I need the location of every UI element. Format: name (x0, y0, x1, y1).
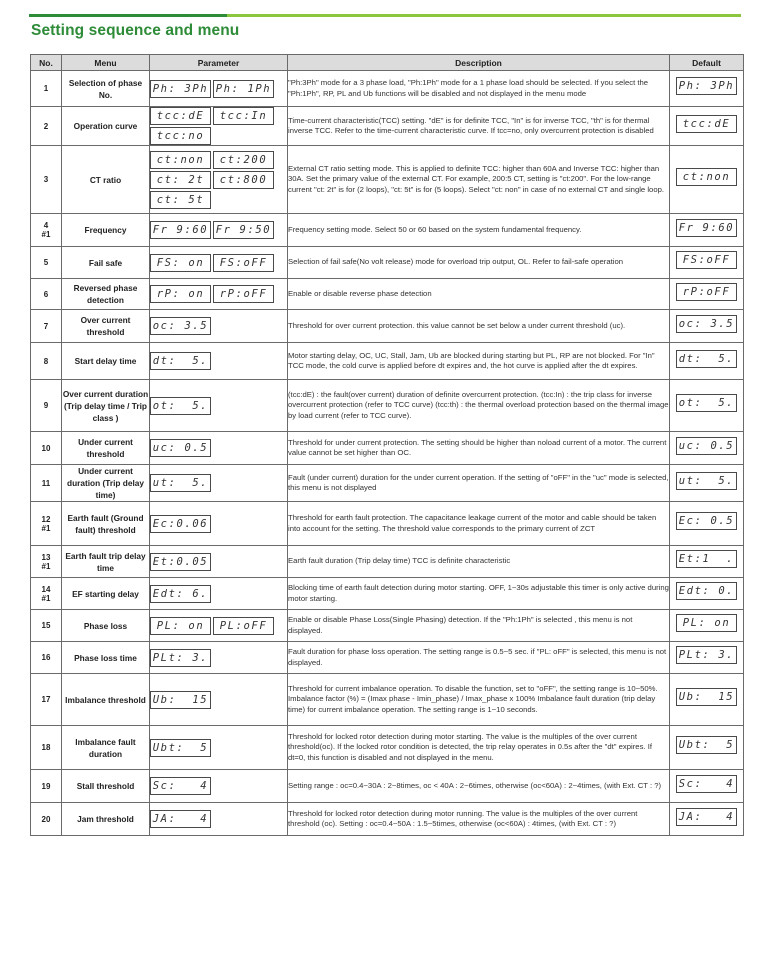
menu-name: Stall threshold (62, 770, 150, 803)
table-header-row (31, 55, 744, 71)
row-number-value: 12 (41, 514, 51, 524)
lcd-display: ct: 2t (150, 171, 211, 189)
description-text: Time-current characteristic(TCC) setting. "dE" is for definite TCC, "In" is for inverse TCC, "th" is for thermal inverse TCC. Refer to the time-current characteristic curve. If tcc=no, only overcurrent protection is disabled (288, 107, 670, 146)
table-row (31, 674, 744, 726)
menu-name: Over current duration (Trip delay time / Trip class ) (62, 380, 150, 432)
default-cell (670, 578, 744, 610)
table-row (31, 380, 744, 432)
row-number (31, 310, 62, 343)
lcd-display: tcc:In (213, 107, 274, 125)
description-text: External CT ratio setting mode. This is applied to definite TCC: higher than 60A and Inverse TCC: higher than 30A. Set the primary value of the external CT. For example, 200:5 CT, setting is "ct:200". For the low-range current "ct: 2t" is for (2 loops), "ct: 5t" is for (5 loops). Select "ct: non" in case of no external CT and single loop. (288, 146, 670, 214)
row-number-value: 4 (43, 221, 49, 230)
description-text: Setting range : oc=0.4~30A : 2~8times, oc < 40A : 2~6times, otherwise (oc<60A) : 2~4times, (with Ext. CT : ?) (288, 770, 670, 803)
table-row (31, 107, 744, 146)
row-number (31, 803, 62, 836)
default-lcd-display: Sc: 4 (676, 775, 737, 793)
parameter-cell (150, 465, 288, 502)
row-number-value: 10 (41, 443, 51, 453)
default-cell (670, 310, 744, 343)
description-text: Blocking time of earth fault detection during motor starting. OFF, 1~30s adjustable this timer is only active during motor starting. (288, 578, 670, 610)
row-footnote-mark: #1 (41, 523, 51, 533)
default-lcd-display: Edt: 0. (676, 582, 737, 600)
menu-name: Under current threshold (62, 432, 150, 465)
lcd-group (150, 649, 287, 667)
description-text: Fault (under current) duration for the under current operation. If the setting of "oFF" in the "uc" mode is selected, this menu is not displayed (288, 465, 670, 502)
row-number (31, 279, 62, 310)
row-footnote-mark: #1 (41, 593, 51, 603)
row-number-value: 20 (41, 814, 51, 824)
default-cell (670, 380, 744, 432)
row-number-value: 7 (43, 321, 49, 331)
default-cell (670, 502, 744, 546)
parameter-cell (150, 502, 288, 546)
lcd-group (150, 254, 287, 272)
lcd-group (150, 810, 287, 828)
parameter-cell (150, 610, 288, 642)
row-number-value: 15 (41, 621, 51, 630)
row-number (31, 107, 62, 146)
menu-name: Phase loss (62, 610, 150, 642)
lcd-group (150, 777, 287, 795)
default-lcd-display: tcc:dE (676, 115, 737, 133)
lcd-display: ct: 5t (150, 191, 211, 209)
lcd-group (150, 739, 287, 757)
lcd-display: Et:0.05 (150, 553, 211, 571)
parameter-cell (150, 247, 288, 279)
description-text: Threshold for current imbalance operation. To disable the function, set to "oFF", the setting range is 10~50%. Imbalance factor (%) = (Imax phase - Imin_phase) / Imax_phase x 100% Imbalance fault duration (trip delay time) for current imbalance operation. The setting range is 1~10 seconds. (288, 674, 670, 726)
lcd-group (150, 352, 287, 370)
row-number (31, 146, 62, 214)
default-cell (670, 214, 744, 247)
lcd-group (150, 285, 287, 303)
lcd-group (150, 107, 287, 145)
lcd-group (150, 691, 287, 709)
lcd-display: JA: 4 (150, 810, 211, 828)
parameter-cell (150, 310, 288, 343)
default-cell (670, 726, 744, 770)
default-cell (670, 146, 744, 214)
row-number-value: 5 (43, 258, 49, 267)
parameter-cell (150, 432, 288, 465)
default-cell (670, 642, 744, 674)
description-text: Frequency setting mode. Select 50 or 60 based on the system fundamental frequency. (288, 214, 670, 247)
table-row (31, 578, 744, 610)
lcd-display: uc: 0.5 (150, 439, 211, 457)
lcd-group (150, 397, 287, 415)
description-text: "Ph:3Ph" mode for a 3 phase load, "Ph:1Ph" mode for a 1 phase load should be selected. If you select the "Ph:1Ph", RP, PL and Ub functions will be disabled and not displayed in the menu mode (288, 71, 670, 107)
row-number-value: 14 (41, 584, 51, 594)
parameter-cell (150, 107, 288, 146)
lcd-display: ct:200 (213, 151, 274, 169)
table-row (31, 803, 744, 836)
default-lcd-display: Ub: 15 (676, 688, 737, 706)
lcd-display: tcc:no (150, 127, 211, 145)
default-lcd-display: PLt: 3. (676, 646, 737, 664)
menu-name: Imbalance threshold (62, 674, 150, 726)
table-row (31, 465, 744, 502)
default-lcd-display: Fr 9:60 (676, 219, 737, 237)
parameter-cell (150, 726, 288, 770)
default-cell (670, 674, 744, 726)
row-number-value: 6 (43, 289, 49, 299)
menu-name: EF starting delay (62, 578, 150, 610)
description-text: Selection of fail safe(No volt release) mode for overload trip output, OL. Refer to fail-safe operation (288, 247, 670, 279)
lcd-display: ot: 5. (150, 397, 211, 415)
default-cell (670, 770, 744, 803)
parameter-cell (150, 642, 288, 674)
row-number (31, 343, 62, 380)
description-text: Enable or disable Phase Loss(Single Phasing) detection. If the "Ph:1Ph" is selected , this menu is not displayed. (288, 610, 670, 642)
default-cell (670, 71, 744, 107)
menu-name: Fail safe (62, 247, 150, 279)
parameter-cell (150, 214, 288, 247)
lcd-group (150, 80, 287, 98)
parameter-cell (150, 770, 288, 803)
default-cell (670, 107, 744, 146)
row-number (31, 71, 62, 107)
default-cell (670, 546, 744, 578)
parameter-cell (150, 803, 288, 836)
menu-name: CT ratio (62, 146, 150, 214)
row-number (31, 642, 62, 674)
default-cell (670, 465, 744, 502)
description-text: Motor starting delay, OC, UC, Stall, Jam, Ub are blocked during starting but PL, RP are not blocked. For "In" TCC mode, the cold curve is applied before dt expires and, the hot curve is applied after the dt expires. (288, 343, 670, 380)
row-number (31, 247, 62, 279)
table-row (31, 642, 744, 674)
table-row (31, 546, 744, 578)
row-number (31, 610, 62, 642)
lcd-display: ct:non (150, 151, 211, 169)
row-number-value: 2 (43, 121, 49, 131)
default-cell (670, 343, 744, 380)
row-number-value: 17 (41, 695, 51, 704)
parameter-cell (150, 546, 288, 578)
description-text: Threshold for over current protection. this value cannot be set below a under current threshold (uc). (288, 310, 670, 343)
lcd-group (150, 439, 287, 457)
lcd-group (150, 151, 287, 209)
table-row (31, 279, 744, 310)
row-number-value: 11 (41, 478, 51, 488)
row-number (31, 502, 62, 546)
lcd-display: Ubt: 5 (150, 739, 211, 757)
lcd-display: Edt: 6. (150, 585, 211, 603)
lcd-group (150, 553, 287, 571)
default-lcd-display: JA: 4 (676, 808, 737, 826)
lcd-display: Fr 9:60 (150, 221, 211, 239)
row-number (31, 432, 62, 465)
header-no: No. (31, 55, 62, 71)
title-rule-accent (29, 14, 227, 17)
row-number (31, 674, 62, 726)
parameter-cell (150, 578, 288, 610)
row-number-value: 8 (43, 356, 49, 366)
table-row (31, 432, 744, 465)
lcd-group (150, 221, 287, 239)
description-text: Threshold for under current protection. The setting should be higher than noload current of a motor. The current value cannot be set higher than OC. (288, 432, 670, 465)
table-row (31, 343, 744, 380)
menu-name: Selection of phase No. (62, 71, 150, 107)
lcd-display: Ub: 15 (150, 691, 211, 709)
lcd-display: dt: 5. (150, 352, 211, 370)
header-default: Default (670, 55, 744, 71)
lcd-display: PL: on (150, 617, 211, 635)
lcd-display: PLt: 3. (150, 649, 211, 667)
default-lcd-display: rP:oFF (676, 283, 737, 301)
menu-name: Earth fault trip delay time (62, 546, 150, 578)
table-row (31, 214, 744, 247)
default-lcd-display: Ubt: 5 (676, 736, 737, 754)
table-row (31, 726, 744, 770)
default-lcd-display: ut: 5. (676, 472, 737, 490)
table-row (31, 502, 744, 546)
default-lcd-display: Ec: 0.5 (676, 512, 737, 530)
row-number-value: 18 (41, 743, 51, 752)
lcd-group (150, 474, 287, 492)
default-cell (670, 432, 744, 465)
lcd-display: ct:800 (213, 171, 274, 189)
lcd-display: rP:oFF (213, 285, 274, 303)
lcd-display: rP: on (150, 285, 211, 303)
lcd-display: FS:oFF (213, 254, 274, 272)
parameter-cell (150, 380, 288, 432)
default-cell (670, 279, 744, 310)
default-cell (670, 247, 744, 279)
lcd-display: Ph: 1Ph (213, 80, 274, 98)
page-title: Setting sequence and menu (31, 22, 240, 39)
description-text: Threshold for locked rotor detection during motor starting. The value is the multiples of the over current threshold(oc). If the locked rotor condition is detected, the trip relay operates in 0.5s after the "dt" expires. If dt=0, this function is disabled and not displayed in the menu. (288, 726, 670, 770)
description-text: Fault duration for phase loss operation. The setting range is 0.5~5 sec. if "PL: oFF" is selected, this menu is not displayed. (288, 642, 670, 674)
table-body (31, 71, 744, 836)
default-lcd-display: dt: 5. (676, 350, 737, 368)
row-footnote-mark: #1 (41, 561, 51, 571)
lcd-display: ut: 5. (150, 474, 211, 492)
menu-name: Earth fault (Ground fault) threshold (62, 502, 150, 546)
lcd-display: Fr 9:50 (213, 221, 274, 239)
parameter-cell (150, 279, 288, 310)
row-number-value: 9 (43, 401, 49, 410)
table-row (31, 770, 744, 803)
parameter-cell (150, 146, 288, 214)
default-lcd-display: Et:1 . (676, 550, 737, 568)
parameter-cell (150, 343, 288, 380)
header-description: Description (288, 55, 670, 71)
lcd-group (150, 317, 287, 335)
default-lcd-display: ot: 5. (676, 394, 737, 412)
row-number (31, 380, 62, 432)
default-lcd-display: FS:oFF (676, 251, 737, 269)
row-number (31, 546, 62, 578)
default-cell (670, 610, 744, 642)
parameter-cell (150, 674, 288, 726)
lcd-group (150, 585, 287, 603)
menu-name: Reversed phase detection (62, 279, 150, 310)
row-number (31, 214, 62, 247)
menu-name: Phase loss time (62, 642, 150, 674)
row-number-value: 1 (43, 84, 49, 93)
description-text: Earth fault duration (Trip delay time) TCC is definite characteristic (288, 546, 670, 578)
table-row (31, 310, 744, 343)
row-number-value: 16 (41, 653, 51, 662)
default-lcd-display: oc: 3.5 (676, 315, 737, 333)
default-lcd-display: ct:non (676, 168, 737, 186)
menu-name: Over current threshold (62, 310, 150, 343)
row-number-value: 13 (41, 552, 51, 562)
row-number-value: 19 (41, 781, 51, 791)
menu-name: Under current duration (Trip delay time) (62, 465, 150, 502)
description-text: Threshold for earth fault protection. The capacitance leakage current of the motor and cable should be taken into account for the setting. The threshold value corresponds to the primary current of ZCT (288, 502, 670, 546)
header-parameter: Parameter (150, 55, 288, 71)
row-number-value: 3 (43, 175, 49, 184)
parameter-cell (150, 71, 288, 107)
lcd-display: Sc: 4 (150, 777, 211, 795)
menu-name: Start delay time (62, 343, 150, 380)
table-row (31, 71, 744, 107)
table-row (31, 146, 744, 214)
default-lcd-display: uc: 0.5 (676, 437, 737, 455)
description-text: Enable or disable reverse phase detection (288, 279, 670, 310)
row-number (31, 465, 62, 502)
header-menu: Menu (62, 55, 150, 71)
lcd-display: Ec:0.06 (150, 515, 211, 533)
lcd-display: PL:oFF (213, 617, 274, 635)
lcd-display: Ph: 3Ph (150, 80, 211, 98)
table-row (31, 247, 744, 279)
row-footnote-mark: #1 (41, 230, 51, 239)
menu-name: Imbalance fault duration (62, 726, 150, 770)
row-number (31, 770, 62, 803)
lcd-display: FS: on (150, 254, 211, 272)
description-text: (tcc:dE) : the fault(over current) duration of definite overcurrent protection. (tcc:In) : the trip class for inverse overcurrent protection (refer to TCC curve) (tcc:th) : the thermal overload protection based on the thermal image by load current (refer to TCC curve). (288, 380, 670, 432)
lcd-group (150, 617, 287, 635)
lcd-display: oc: 3.5 (150, 317, 211, 335)
menu-name: Jam threshold (62, 803, 150, 836)
settings-table (30, 54, 744, 836)
default-cell (670, 803, 744, 836)
lcd-display: tcc:dE (150, 107, 211, 125)
default-lcd-display: Ph: 3Ph (676, 77, 737, 95)
description-text: Threshold for locked rotor detection during motor running. The value is the multiples of the over current threshold (oc). Setting : oc=0.4~50A : 1.5~5times, otherwise (oc<60A) : 4times, (with Ext. CT : ?) (288, 803, 670, 836)
menu-name: Operation curve (62, 107, 150, 146)
default-lcd-display: PL: on (676, 614, 737, 632)
menu-name: Frequency (62, 214, 150, 247)
table-row (31, 610, 744, 642)
lcd-group (150, 515, 287, 533)
row-number (31, 578, 62, 610)
row-number (31, 726, 62, 770)
